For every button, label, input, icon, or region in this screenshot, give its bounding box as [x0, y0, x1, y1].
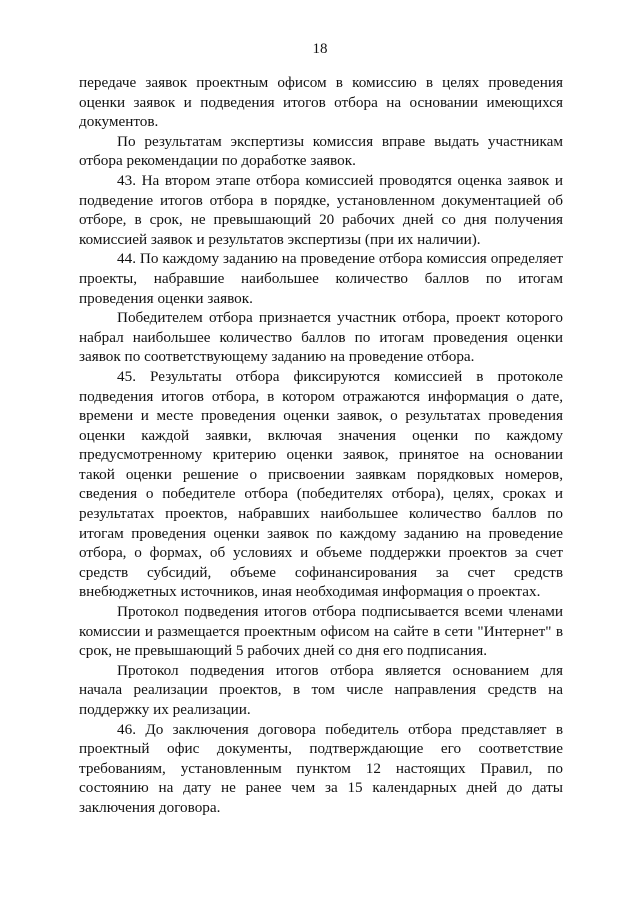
- paragraph-continuation: передаче заявок проектным офисом в комиссию в целях проведения оценки заявок и подведения итогов отбора на основании имеющихся документов.: [79, 74, 563, 131]
- document-body: [79, 73, 563, 818]
- paragraph-item-44: 44. По каждому заданию на проведение отбора комиссия определяет проекты, набравшие наибольшее количество баллов по итогам проведения оценки заявок.: [79, 250, 563, 307]
- paragraph-winner-definition: Победителем отбора признается участник отбора, проект которого набрал наибольшее количество баллов по итогам проведения оценки заявок по соответствующему заданию на проведение отбора.: [79, 309, 563, 366]
- paragraph-item-43: 43. На втором этапе отбора комиссией проводятся оценка заявок и подведение итогов отбора в порядке, установленном документацией об отборе, в срок, не превышающий 20 рабочих дней со дня получения комиссией заявок и результатов экспертизы (при их наличии).: [79, 171, 563, 248]
- paragraph-expertise-recommendations: По результатам экспертизы комиссия вправе выдать участникам отбора рекомендации по доработке заявок.: [79, 132, 563, 170]
- page-number: 18: [312, 41, 328, 57]
- paragraph-protocol-signing: Протокол подведения итогов отбора подписывается всеми членами комиссии и размещается проектным офисом на сайте в сети "Интернет" в срок, не превышающий 5 рабочих дней со дня его подписания.: [79, 603, 563, 660]
- paragraph-item-45: 45. Результаты отбора фиксируются комиссией в протоколе подведения итогов отбора, в котором отражаются информация о дате, времени и месте проведения оценки заявок, о результатах проведения оценки каждой заявки, включая значения оценки по каждому предусмотренному критерию оценки заявок, принятое на основании такой оценки решение о присвоении заявкам порядковых номеров, сведения о победителе отбора (победителях отбора), целях, сроках и результатах проектов, набравших наибольшее количество баллов по итогам проведения оценки заявок по каждому заданию на проведение отбора, о формах, об условиях и объеме поддержки проектов за счет средств субсидий, объеме софинансирования за счет средств внебюджетных источников, иная необходимая информация о проектах.: [79, 367, 563, 601]
- paragraph-protocol-basis: Протокол подведения итогов отбора является основанием для начала реализации проектов, в том числе направления средств на поддержку их реализации.: [79, 661, 563, 718]
- paragraph-item-46: 46. До заключения договора победитель отбора представляет в проектный офис документы, подтверждающие его соответствие требованиям, установленным пунктом 12 настоящих Правил, по состоянию на дату не ранее чем за 15 календарных дней до даты заключения договора.: [79, 720, 563, 816]
